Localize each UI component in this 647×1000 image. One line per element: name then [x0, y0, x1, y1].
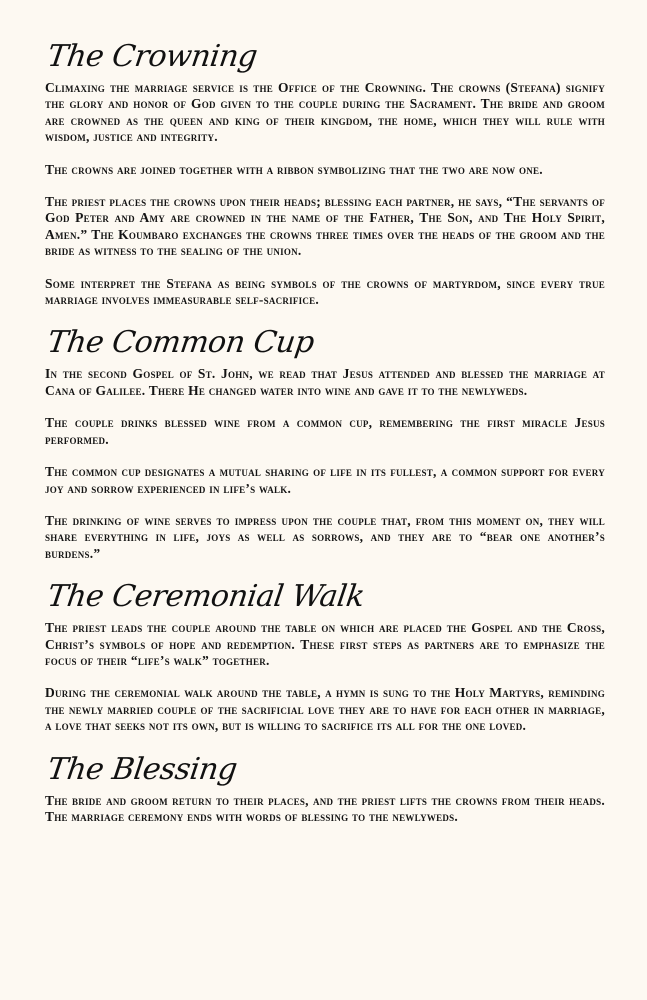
- crowning-paragraph: The priest places the crowns upon their heads; blessing each partner, he says, “The servants of God Peter and Amy are crowned in the name of the Father, The Son, and The Holy Spirit, Amen.” The Koumbaro exchanges the crowns three times over the heads of the groom and the bride as witness to the sealing of the union.: [45, 194, 605, 259]
- common-cup-paragraph: In the second Gospel of St. John, we read that Jesus attended and blessed the marriage at Cana of Galilee. There He changed water into wine and gave it to the newlyweds.: [45, 366, 605, 398]
- ceremonial-walk-paragraph: The priest leads the couple around the table on which are placed the Gospel and the Cross, Christ’s symbols of hope and redemption. These first steps as partners are to emphasize the focus of their “life’s walk” together.: [45, 620, 605, 668]
- ceremonial-walk-paragraph: During the ceremonial walk around the table, a hymn is sung to the Holy Martyrs, reminding the newly married couple of the sacrificial love they are to have for each other in marriage, a love that seeks not its own, but is willing to sacrifice its all for the one loved.: [45, 685, 605, 734]
- section-crowning: [45, 38, 605, 308]
- section-ceremonial-walk: [45, 578, 605, 734]
- section-heading-blessing: The Blessing: [45, 751, 240, 787]
- section-heading-ceremonial-walk: The Ceremonial Walk: [45, 579, 367, 615]
- crowning-paragraph: Climaxing the marriage service is the Office of the Crowning. The crowns (Stefana) signify the glory and honor of God given to the couple during the Sacrament. The bride and groom are crowned as the queen and king of their kingdom, the home, which they will rule with wisdom, justice and integrity.: [45, 80, 605, 145]
- common-cup-paragraph: The common cup designates a mutual sharing of life in its fullest, a common support for every joy and sorrow experienced in life’s walk.: [45, 464, 605, 496]
- section-heading-crowning: The Crowning: [45, 39, 260, 74]
- common-cup-paragraph: The drinking of wine serves to impress upon the couple that, from this moment on, they will share everything in life, joys as well as sorrows, and they are to “bear one another’s burdens.”: [45, 512, 605, 561]
- crowning-paragraph: The crowns are joined together with a ribbon symbolizing that the two are now one.: [45, 161, 543, 177]
- section-blessing: [45, 751, 605, 826]
- blessing-paragraph: The bride and groom return to their places, and the priest lifts the crowns from their heads. The marriage ceremony ends with words of blessing to the newlyweds.: [45, 792, 605, 824]
- common-cup-paragraph: The couple drinks blessed wine from a common cup, remembering the first miracle Jesus performed.: [45, 415, 605, 447]
- section-common-cup: [45, 324, 605, 562]
- section-heading-common-cup: The Common Cup: [45, 325, 317, 361]
- crowning-paragraph: Some interpret the Stefana as being symbols of the crowns of martyrdom, since every true marriage involves immeasurable self-sacrifice.: [45, 275, 605, 308]
